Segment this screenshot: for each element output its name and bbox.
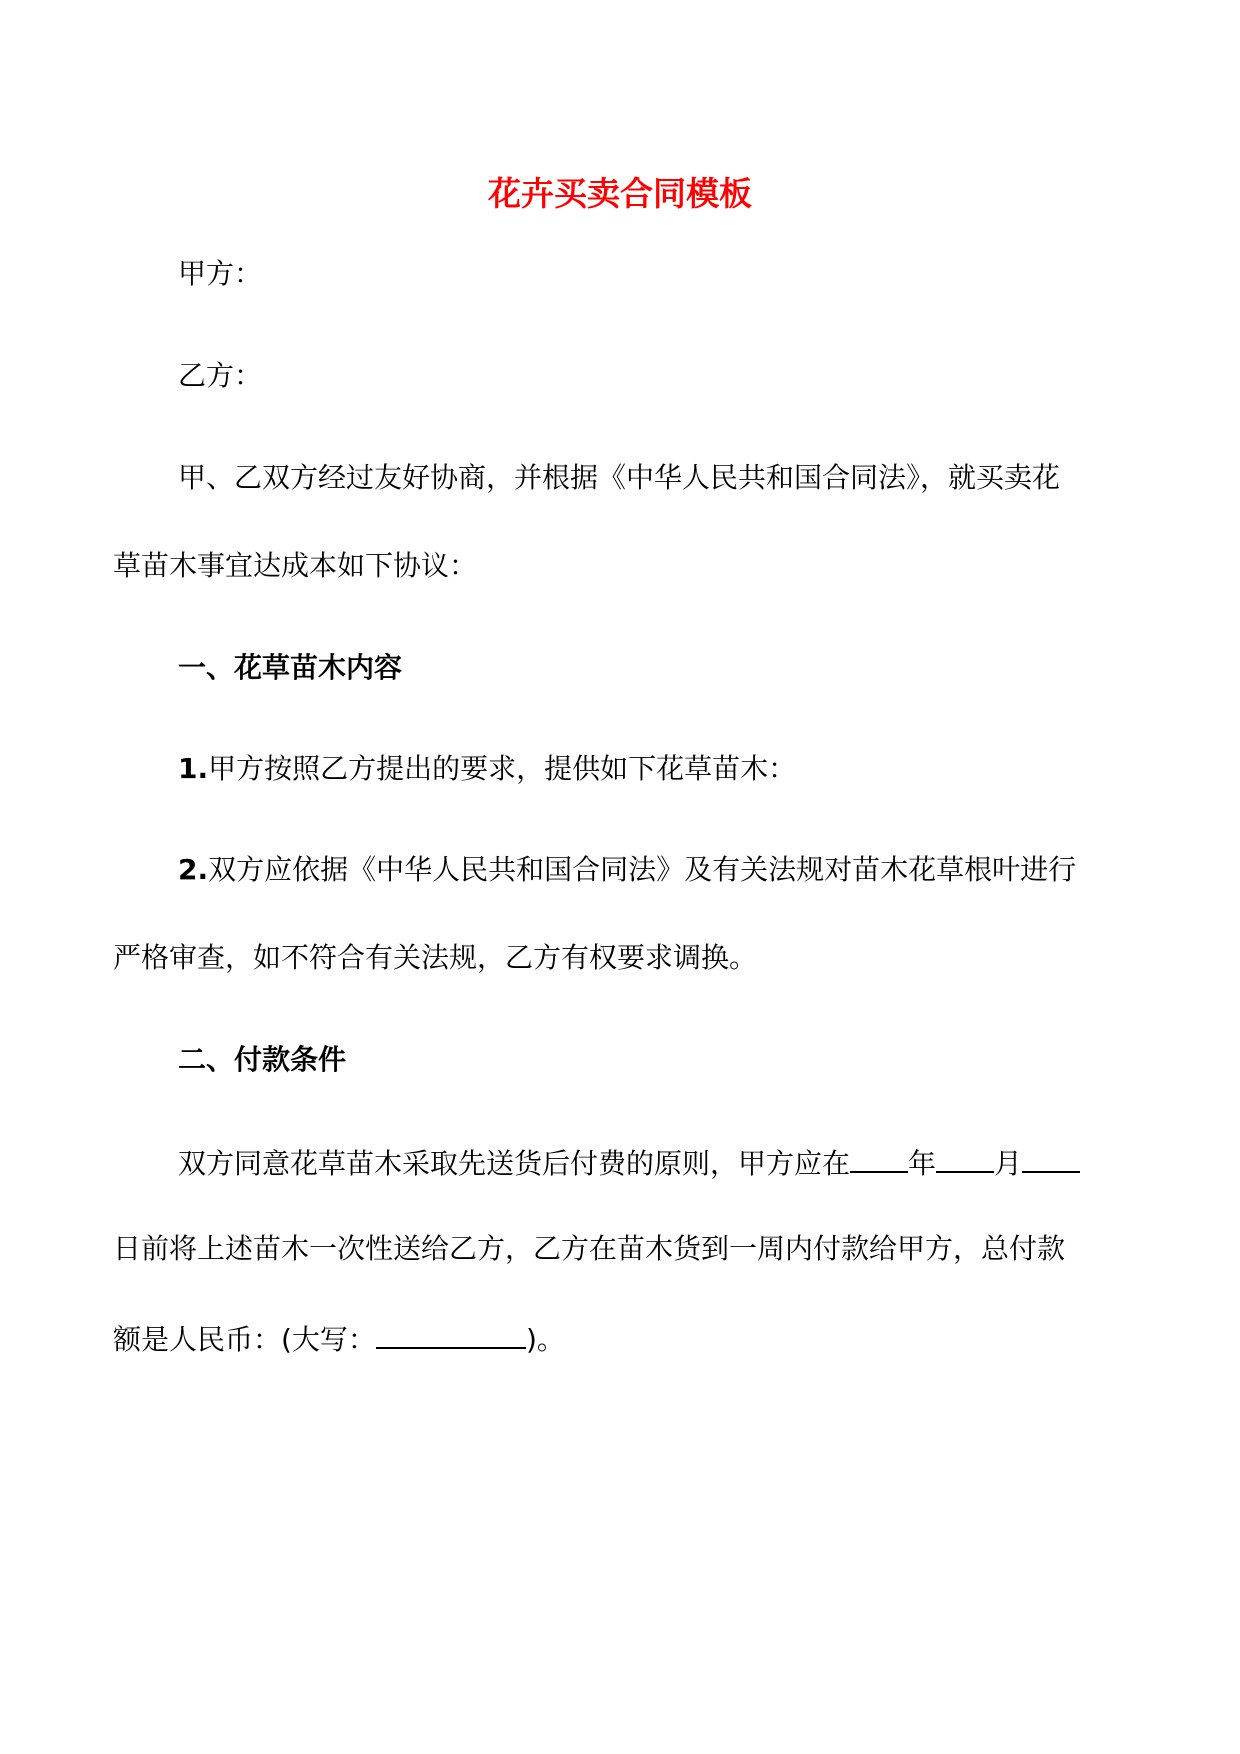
item-2-number: 2. xyxy=(178,853,209,886)
year-label: 年 xyxy=(908,1147,937,1180)
payment-line-3 xyxy=(113,1317,565,1360)
year-blank[interactable] xyxy=(850,1141,908,1173)
payment-line-1 xyxy=(178,1141,1080,1184)
intro-line-1: 甲、乙双方经过友好协商，并根据《中华人民共和国合同法》，就买卖花 xyxy=(178,461,1061,494)
section-1-heading: 一、花草苗木内容 xyxy=(178,651,403,684)
payment-amount-suffix: )。 xyxy=(525,1323,565,1356)
amount-in-words-blank[interactable] xyxy=(376,1317,526,1349)
section-1-item-2-line-1 xyxy=(178,850,1076,890)
document-title: 花卉买卖合同模板 xyxy=(488,174,752,213)
payment-line-1-text: 双方同意花草苗木采取先送货后付费的原则，甲方应在 xyxy=(178,1147,851,1180)
month-label: 月 xyxy=(994,1147,1023,1180)
item-1-number: 1. xyxy=(178,752,209,785)
payment-line-2: 日前将上述苗木一次性送给乙方，乙方在苗木货到一周内付款给甲方，总付款 xyxy=(113,1232,1066,1265)
day-blank[interactable] xyxy=(1022,1141,1080,1173)
party-b-label: 乙方： xyxy=(178,359,263,392)
section-1-item-1 xyxy=(178,749,796,789)
section-1-item-2-line-2: 严格审查，如不符合有关法规，乙方有权要求调换。 xyxy=(113,941,758,974)
party-a-label: 甲方： xyxy=(178,257,263,290)
payment-amount-prefix: 额是人民币：(大写： xyxy=(113,1323,376,1356)
intro-line-2: 草苗木事宜达成本如下协议： xyxy=(113,549,478,582)
month-blank[interactable] xyxy=(936,1141,994,1173)
section-2-heading: 二、付款条件 xyxy=(178,1043,347,1076)
item-2-text-line-1: 双方应依据《中华人民共和国合同法》及有关法规对苗木花草根叶进行 xyxy=(208,853,1077,886)
item-1-text: 甲方按照乙方提出的要求，提供如下花草苗木： xyxy=(208,752,797,785)
